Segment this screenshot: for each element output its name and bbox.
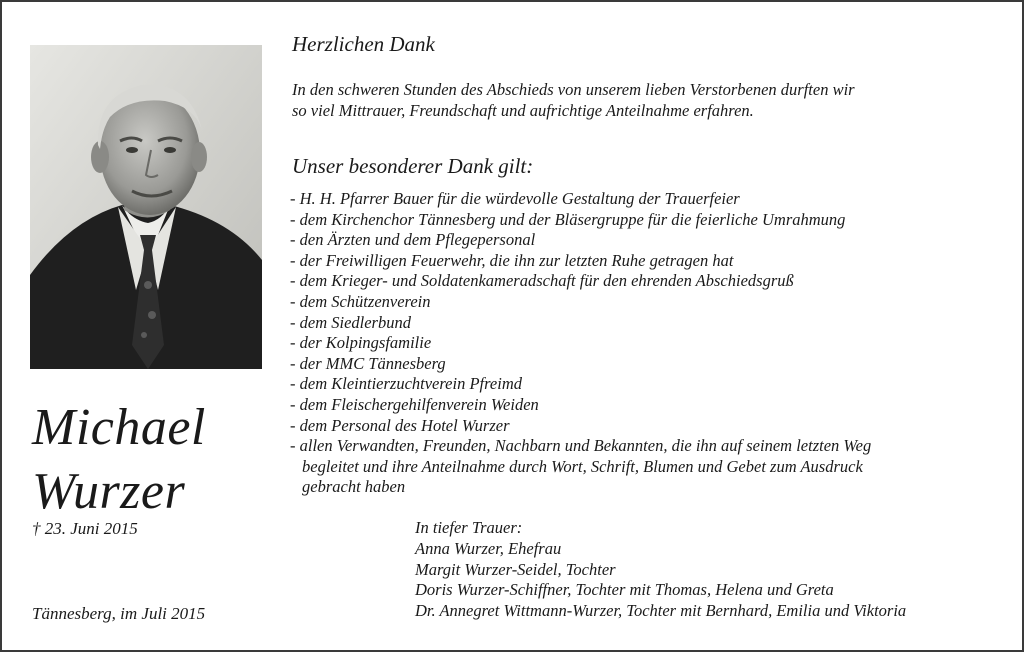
list-item: - dem Kleintierzuchtverein Pfreimd bbox=[290, 374, 523, 394]
list-item: - dem Krieger- und Soldatenkameradschaft für den ehrenden Abschiedsgruß bbox=[290, 271, 794, 291]
thanks-list bbox=[290, 189, 1010, 498]
list-item-continuation: gebracht haben bbox=[302, 477, 406, 497]
list-item: - der Kolpingsfamilie bbox=[290, 333, 432, 353]
mourner-line: Anna Wurzer, Ehefrau bbox=[415, 538, 562, 558]
list-item: - der Freiwilligen Feuerwehr, die ihn zur letzten Ruhe getragen hat bbox=[290, 250, 734, 270]
place-date: Tännesberg, im Juli 2015 bbox=[32, 604, 206, 623]
deceased-first-name: Michael bbox=[32, 399, 206, 456]
list-item: - dem Personal des Hotel Wurzer bbox=[290, 415, 510, 435]
mourners-heading: In tiefer Trauer: bbox=[415, 518, 523, 537]
mourner-line: Dr. Annegret Wittmann-Wurzer, Tochter mit Bernhard, Emilia und Viktoria bbox=[415, 601, 907, 621]
list-item: - den Ärzten und dem Pflegepersonal bbox=[290, 230, 536, 250]
thanks-heading: Herzlichen Dank bbox=[292, 32, 435, 56]
deceased-last-name: Wurzer bbox=[32, 463, 186, 520]
mourner-line: Doris Wurzer-Schiffner, Tochter mit Thomas, Helena und Greta bbox=[415, 580, 834, 600]
list-item: - dem Fleischergehilfenverein Weiden bbox=[290, 394, 539, 414]
mourners-block bbox=[415, 518, 906, 622]
intro-line: In den schweren Stunden des Abschieds von unserem lieben Verstorbenen durften wir bbox=[292, 80, 855, 99]
portrait-illustration bbox=[30, 45, 262, 369]
list-item: - H. H. Pfarrer Bauer für die würdevolle Gestaltung der Trauerfeier bbox=[290, 189, 740, 208]
list-item: - dem Kirchenchor Tännesberg und der Bläsergruppe für die feierliche Umrahmung bbox=[290, 209, 846, 229]
death-date: † 23. Juni 2015 bbox=[32, 519, 138, 538]
list-item: - dem Siedlerbund bbox=[290, 312, 411, 332]
portrait-photo bbox=[30, 45, 262, 369]
list-item: - der MMC Tännesberg bbox=[290, 353, 446, 373]
mourner-line: Margit Wurzer-Seidel, Tochter bbox=[415, 559, 616, 579]
thanks-intro bbox=[292, 79, 992, 121]
intro-line: so viel Mittrauer, Freundschaft und aufrichtige Anteilnahme erfahren. bbox=[292, 101, 754, 120]
list-item: - allen Verwandten, Freunden, Nachbarn und Bekannten, die ihn auf seinem letzten Weg bbox=[290, 436, 872, 456]
special-thanks-heading: Unser besonderer Dank gilt: bbox=[292, 154, 534, 178]
list-item-continuation: begleitet und ihre Anteilnahme durch Wort, Schrift, Blumen und Gebet zum Ausdruck bbox=[302, 456, 863, 476]
list-item: - dem Schützenverein bbox=[290, 291, 431, 311]
